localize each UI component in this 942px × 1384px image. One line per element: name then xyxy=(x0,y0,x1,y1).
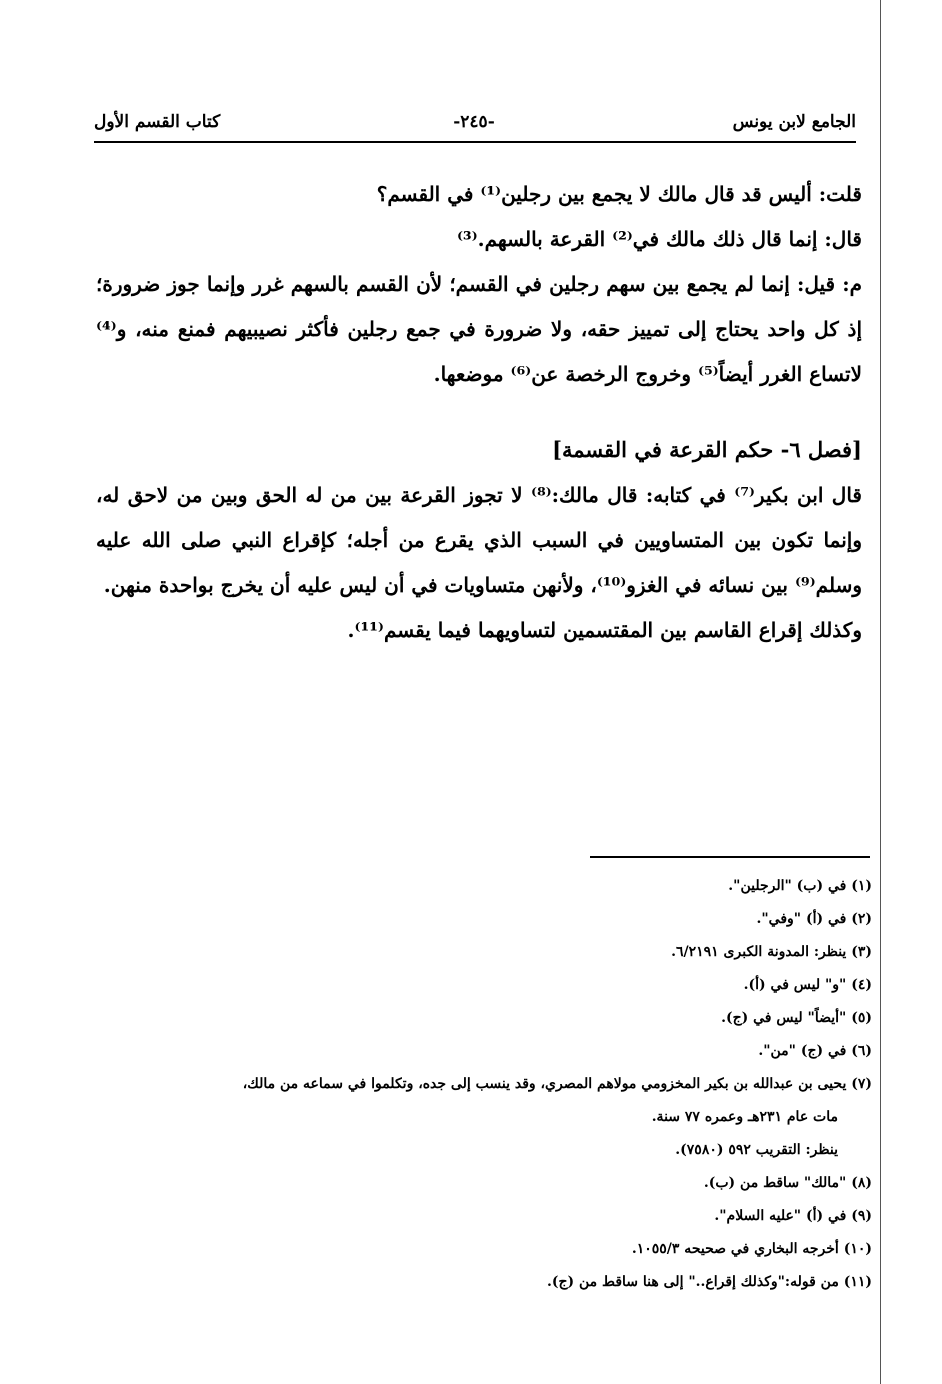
footnote-continuation: ينظر: التقريب ٥٩٢ (٧٥٨٠). xyxy=(675,1142,838,1158)
main-text xyxy=(96,172,862,653)
paragraph-question: قلت: أليس قد قال مالك لا يجمع بين رجلين⁽¹⁾ في القسم؟ xyxy=(376,182,862,206)
running-header xyxy=(94,112,856,142)
footnote-item: (٦) في (ج) "من". xyxy=(758,1043,872,1059)
header-rule xyxy=(94,141,856,143)
footnote-item: (١) في (ب) "الرجلين". xyxy=(728,878,872,894)
header-section-title: كتاب القسم الأول xyxy=(94,112,221,132)
footnote-item: (٤) "و" ليس في (أ). xyxy=(743,977,872,993)
footnotes xyxy=(100,870,872,1299)
footnote-item: (٢) في (أ) "وفي". xyxy=(756,911,872,927)
footnote-item: (٨) "مالك" ساقط من (ب). xyxy=(703,1175,872,1191)
footnote-item: (١١) من قوله:"وكذلك إقراع.." إلى هنا ساقط من (ج). xyxy=(546,1274,872,1290)
paragraph-conclusion: وكذلك إقراع القاسم بين المقتسمين لتساويهما فيما يقسم⁽¹¹⁾. xyxy=(347,618,862,642)
spacer xyxy=(96,397,862,427)
header-book-title: الجامع لابن يونس xyxy=(732,112,856,132)
footnote-item: (١٠) أخرجه البخاري في صحيحه ١٠٥٥/٣. xyxy=(631,1241,872,1257)
footnote-item: (٩) في (أ) "عليه السلام". xyxy=(714,1208,872,1224)
footnote-continuation: مات عام ٢٣١هـ وعمره ٧٧ سنة. xyxy=(651,1109,838,1125)
page-number: -٢٤٥- xyxy=(453,112,495,132)
section-heading: [فصل ٦- حكم القرعة في القسمة] xyxy=(552,437,862,462)
footnote-item: (٥) "أيضاً" ليس في (ج). xyxy=(721,1010,872,1026)
footnote-item: (٧) يحيى بن عبدالله بن بكير المخزومي مولاهم المصري، وقد ينسب إلى جده، وتكلموا في سماعه من مالك، xyxy=(242,1076,872,1092)
paragraph-ibn-bukayr: قال ابن بكير⁽⁷⁾ في كتابه: قال مالك:⁽⁸⁾ لا تجوز القرعة بين من له الحق وبين من لاحق له، وإنما تكون بين المتساويين في السبب الذي يقرع من أجله؛ كإقراع النبي صلى الله عليه وسلم⁽⁹⁾ بين نسائه في الغزو⁽¹⁰⁾، ولأنهن متساويات في أن ليس عليه أن يخرج بواحدة منهن. xyxy=(96,483,862,597)
paragraph-answer: قال: إنما قال ذلك مالك في⁽²⁾ القرعة بالسهم.⁽³⁾ xyxy=(456,227,862,251)
footnote-rule xyxy=(590,856,870,858)
footnote-item: (٣) ينظر: المدونة الكبرى ٦/٢١٩١. xyxy=(671,944,872,960)
page-edge-line xyxy=(880,0,881,1384)
paragraph-commentary: م: قيل: إنما لم يجمع بين سهم رجلين في القسم؛ لأن القسم بالسهم غرر وإنما جوز ضرورة؛ إذ كل واحد يحتاج إلى تمييز حقه، ولا ضرورة في جمع رجلين فأكثر نصيبيهم فمنع منه، و⁽⁴⁾لاتساع الغرر أيضاً⁽⁵⁾ وخروج الرخصة عن⁽⁶⁾ موضعها. xyxy=(96,272,862,386)
